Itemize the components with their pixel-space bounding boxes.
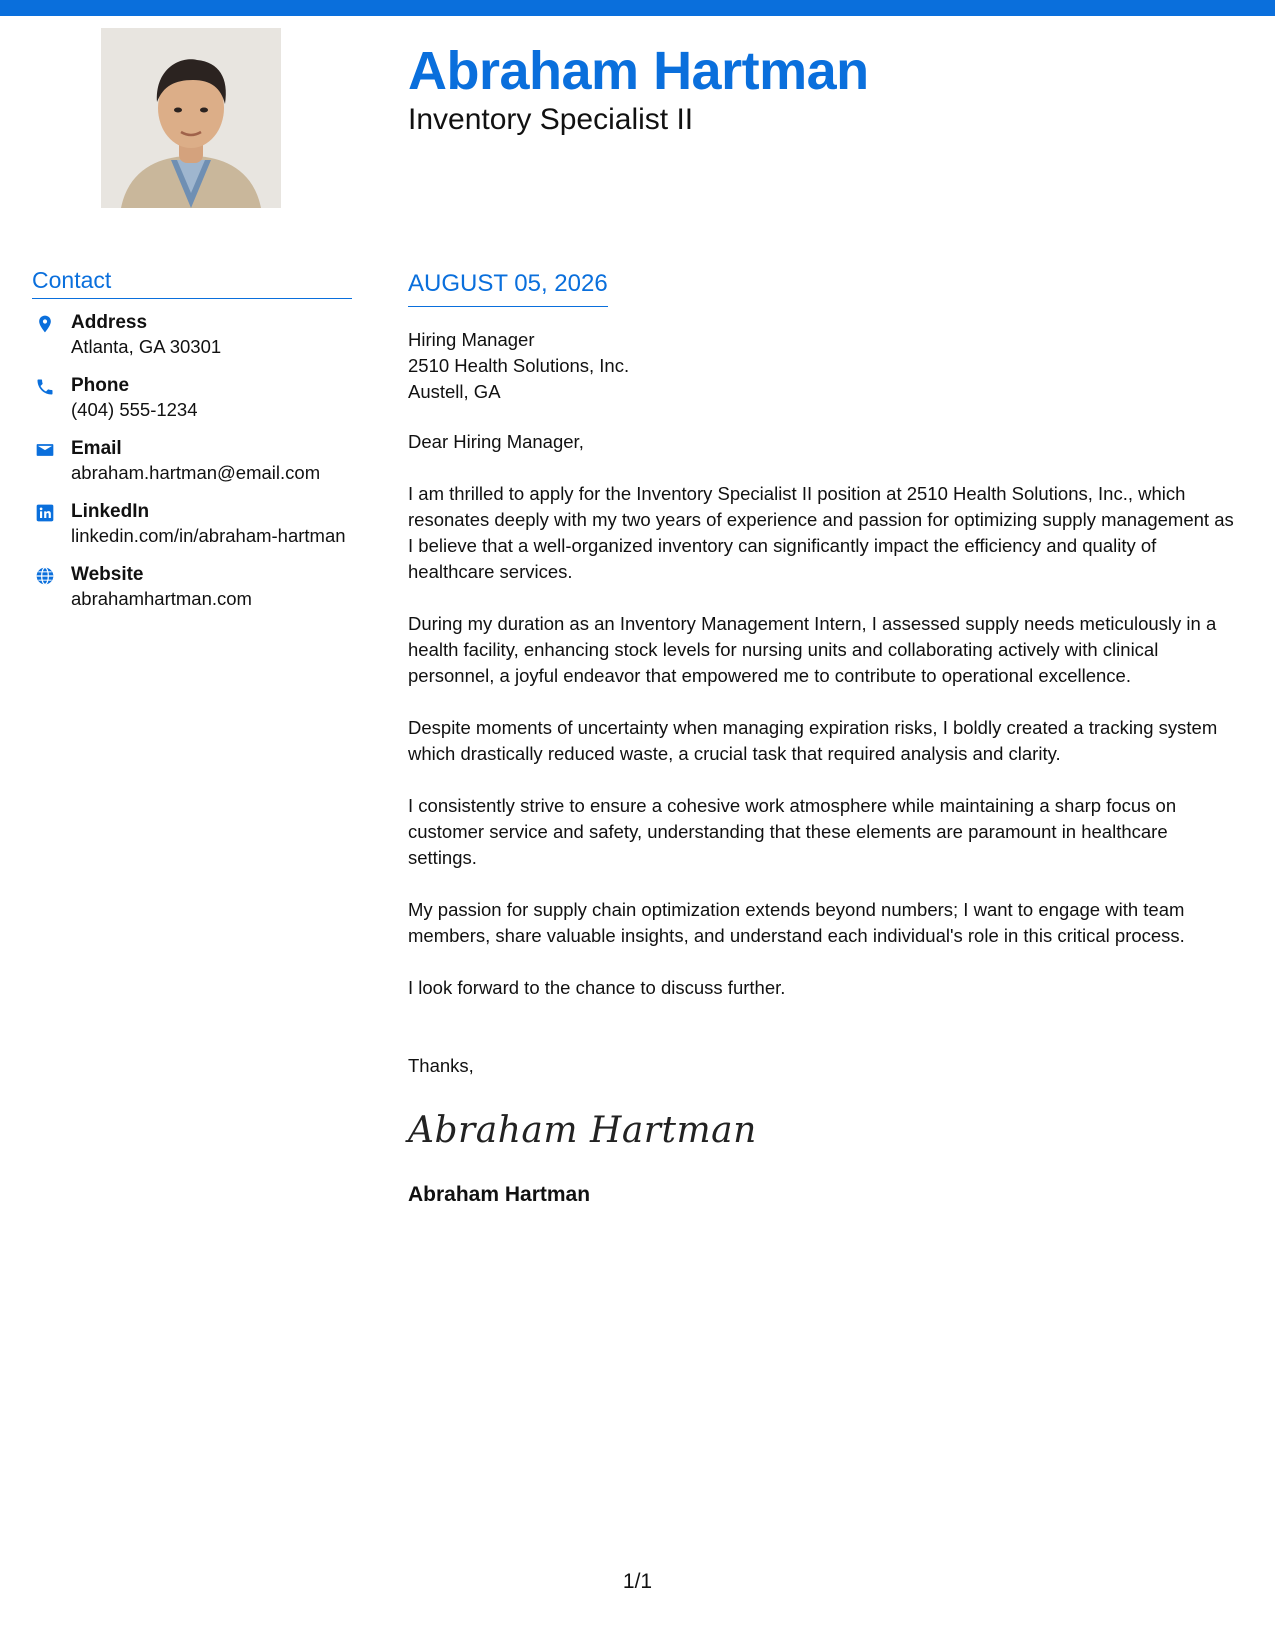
letter-paragraph: I consistently strive to ensure a cohesive work atmosphere while maintaining a sharp focus on customer service and safety, understanding that these elements are paramount in healthcare settings. <box>408 795 1177 868</box>
contact-item-email <box>32 437 352 485</box>
letter-greeting: Dear Hiring Manager, <box>408 431 584 452</box>
contact-value: (404) 555-1234 <box>71 399 198 420</box>
recipient-line: 2510 Health Solutions, Inc. <box>408 355 630 376</box>
location-pin-icon <box>35 314 55 334</box>
globe-icon <box>35 566 55 586</box>
letter-paragraph: I look forward to the chance to discuss further. <box>408 977 786 998</box>
contact-label: LinkedIn <box>71 501 150 522</box>
page-number: 1/1 <box>622 1570 653 1593</box>
recipient-line: Hiring Manager <box>408 329 535 350</box>
contact-value: abraham.hartman@email.com <box>71 462 321 483</box>
contact-heading: Contact <box>32 266 352 299</box>
email-icon <box>35 440 55 460</box>
contact-value: Atlanta, GA 30301 <box>71 336 222 357</box>
letter-date: AUGUST 05, 2026 <box>408 268 608 307</box>
linkedin-icon <box>35 503 55 523</box>
recipient-line: Austell, GA <box>408 381 501 402</box>
contact-value: linkedin.com/in/abraham-hartman <box>71 525 346 546</box>
applicant-name: Abraham Hartman <box>408 41 869 101</box>
contact-label: Email <box>71 438 122 459</box>
profile-photo-illustration <box>101 28 281 208</box>
signer-name: Abraham Hartman <box>408 1183 591 1206</box>
contact-item-address <box>32 311 352 359</box>
profile-photo <box>101 28 281 208</box>
contact-item-phone <box>32 374 352 422</box>
letter-paragraph: Despite moments of uncertainty when managing expiration risks, I boldly created a tracking system which drastically reduced waste, a crucial task that required analysis and clarity. <box>408 717 1218 764</box>
letter-paragraph: I am thrilled to apply for the Inventory Specialist II position at 2510 Health Solutions, Inc., which resonates deeply with my two years of experience and passion for optimizing supply management as I believe that a well-organized inventory can significantly impact the efficiency and quality of healthcare services. <box>408 483 1234 582</box>
contact-item-website <box>32 563 352 611</box>
phone-icon <box>35 377 55 397</box>
contact-sidebar <box>32 266 352 626</box>
letter-paragraph: My passion for supply chain optimization extends beyond numbers; I want to engage with team members, share valuable insights, and understand each individual's role in this critical process. <box>408 899 1185 946</box>
letter-closing: Thanks, <box>408 1055 474 1076</box>
contact-label: Address <box>71 312 148 333</box>
top-accent-bar <box>0 0 1275 16</box>
signature-image: Abraham Hartman <box>408 1110 757 1151</box>
letter-body <box>408 268 1238 1209</box>
contact-label: Website <box>71 564 144 585</box>
letter-paragraph: During my duration as an Inventory Management Intern, I assessed supply needs meticulously in a health facility, enhancing stock levels for nursing units and collaborating actively with clinical personnel, a joyful endeavor that empowered me to contribute to operational excellence. <box>408 613 1217 686</box>
contact-label: Phone <box>71 375 130 396</box>
recipient-block <box>408 327 1238 405</box>
contact-value: abrahamhartman.com <box>71 588 252 609</box>
applicant-role: Inventory Specialist II <box>408 103 694 136</box>
contact-item-linkedin <box>32 500 352 548</box>
